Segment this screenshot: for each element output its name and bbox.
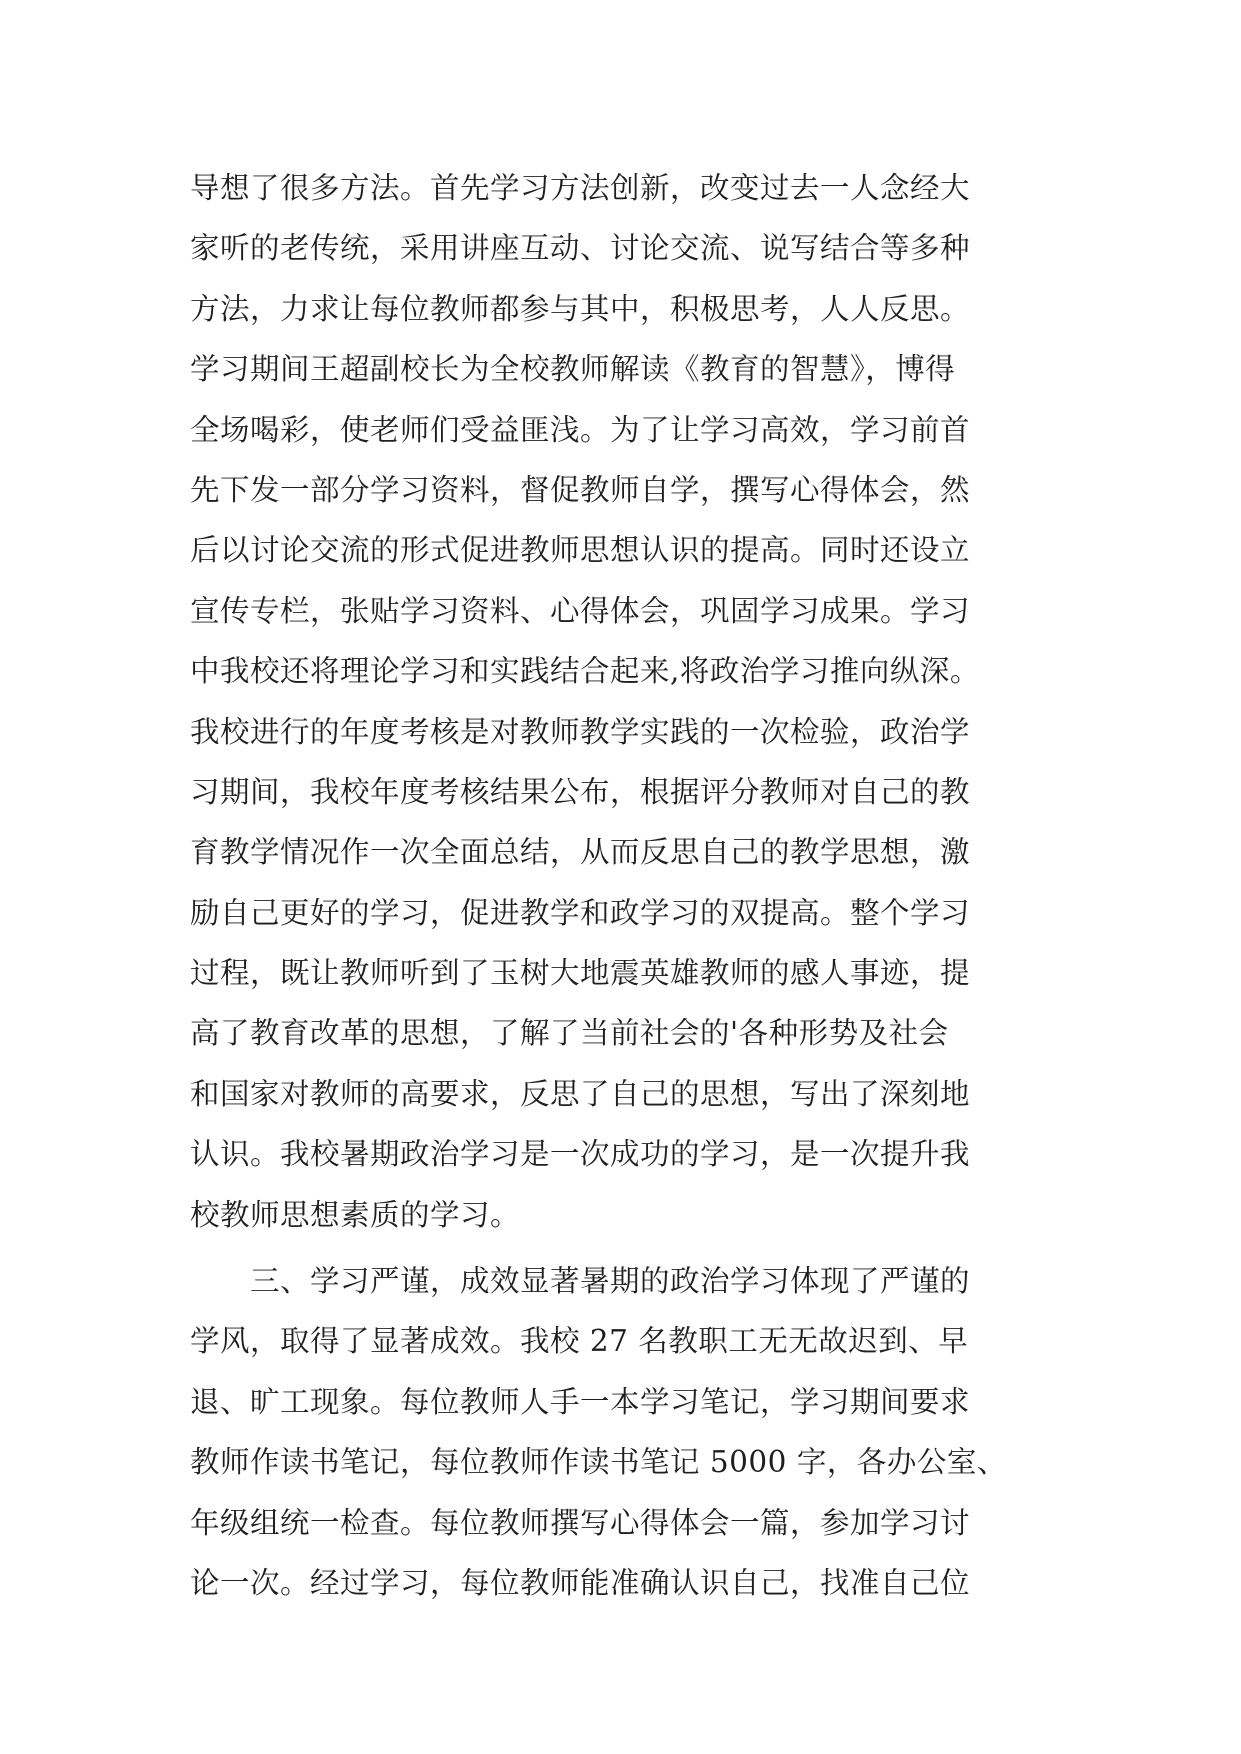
text-line: 过程，既让教师听到了玉树大地震英雄教师的感人事迹，提 <box>190 956 971 991</box>
text-line: 全场喝彩，使老师们受益匪浅。为了让学习高效，学习前首 <box>190 412 971 447</box>
text-line: 后以讨论交流的形式促进教师思想认识的提高。同时还设立 <box>190 533 971 568</box>
text-line: 年级组统一检查。每位教师撰写心得体会一篇，参加学习讨 <box>190 1505 971 1540</box>
text-line: 和国家对教师的高要求，反思了自己的思想，写出了深刻地 <box>190 1076 971 1111</box>
text-line: 学习期间王超副校长为全校教师解读《教育的智慧》，博得 <box>190 352 956 387</box>
text-line: 三、学习严谨，成效显著暑期的政治学习体现了严谨的 <box>250 1264 971 1299</box>
text-line: 先下发一部分学习资料，督促教师自学，撰写心得体会，然 <box>190 472 971 507</box>
paragraph-1 <box>190 158 1050 1245</box>
text-line: 中我校还将理论学习和实践结合起来,将政治学习推向纵深。 <box>190 654 980 689</box>
text-line: 退、旷工现象。每位教师人手一本学习笔记，学习期间要求 <box>190 1384 971 1419</box>
text-line: 我校进行的年度考核是对教师教学实践的一次检验，政治学 <box>190 714 971 749</box>
text-line: 校教师思想素质的学习。 <box>190 1197 521 1232</box>
text-line: 论一次。经过学习，每位教师能准确认识自己，找准自己位 <box>190 1565 971 1600</box>
paragraph-2 <box>190 1251 1050 1613</box>
text-line: 导想了很多方法。首先学习方法创新，改变过去一人念经大 <box>190 171 971 205</box>
text-line: 方法，力求让每位教师都参与其中，积极思考，人人反思。 <box>190 291 971 326</box>
text-line: 学风，取得了显著成效。我校 27 名教职工无无故迟到、早 <box>190 1324 969 1359</box>
document-body <box>190 158 1050 1613</box>
text-line: 励自己更好的学习，促进教学和政学习的双提高。整个学习 <box>190 895 971 930</box>
text-line: 习期间，我校年度考核结果公布，根据评分教师对自己的教 <box>190 774 971 809</box>
text-line: 认识。我校暑期政治学习是一次成功的学习，是一次提升我 <box>190 1137 971 1172</box>
text-line: 高了教育改革的思想，了解了当前社会的'各种形势及社会 <box>190 1016 949 1051</box>
text-line: 育教学情况作一次全面总结，从而反思自己的教学思想，激 <box>190 835 971 870</box>
text-line: 教师作读书笔记，每位教师作读书笔记 5000 字，各办公室、 <box>190 1445 1007 1480</box>
text-line: 宣传专栏，张贴学习资料、心得体会，巩固学习成果。学习 <box>190 593 971 628</box>
text-line: 家听的老传统，采用讲座互动、讨论交流、说写结合等多种 <box>190 231 971 266</box>
